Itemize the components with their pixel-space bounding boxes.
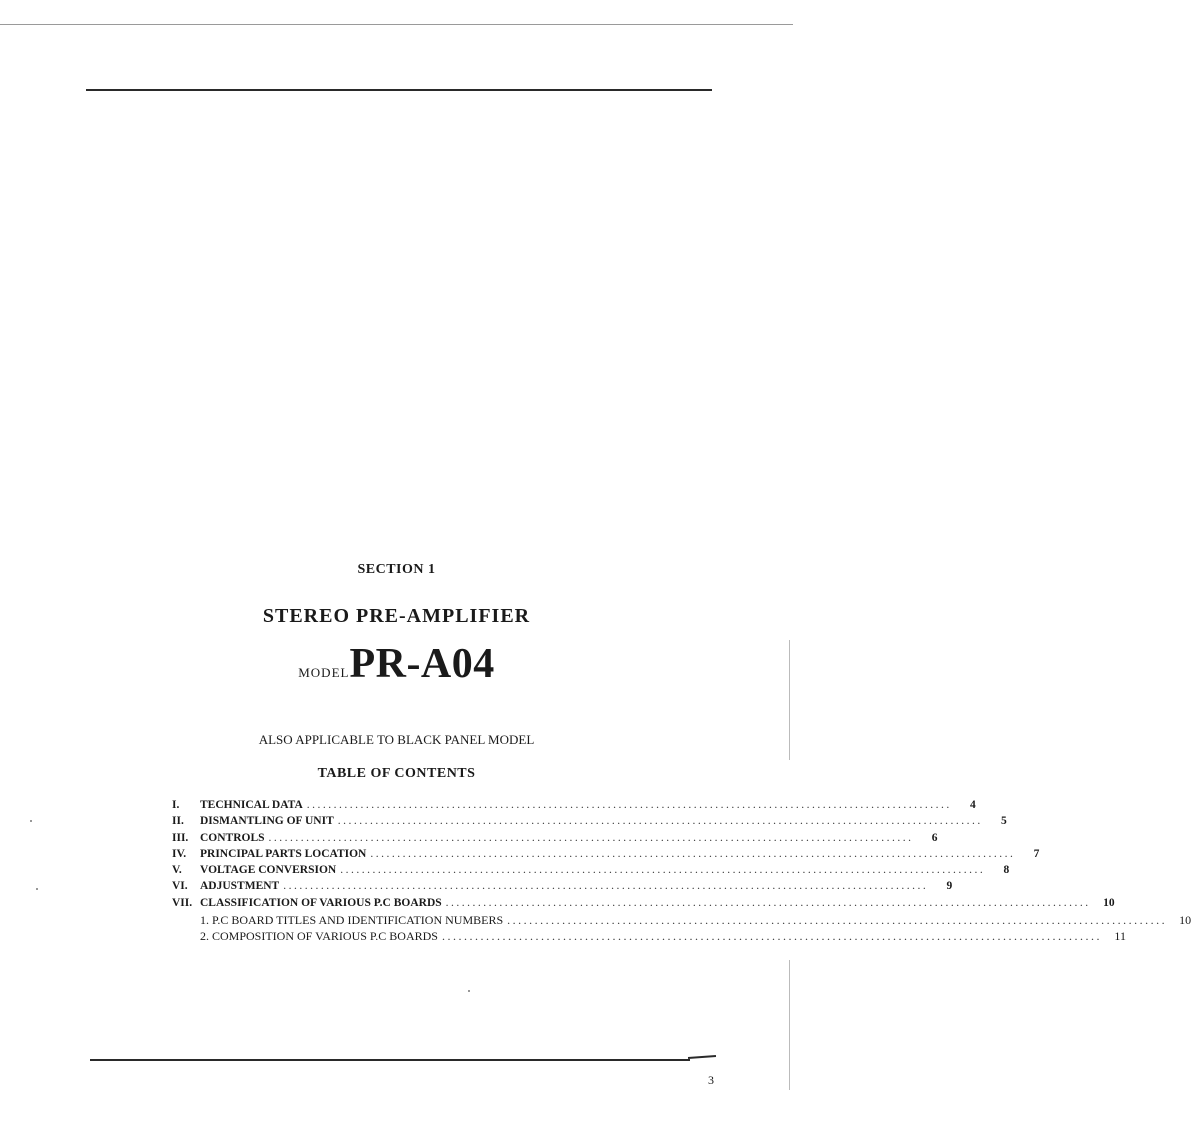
scan-speck xyxy=(30,820,32,822)
toc-entry xyxy=(172,864,1010,880)
model-heading xyxy=(0,640,793,688)
scan-speck xyxy=(36,888,38,890)
scan-edge-line xyxy=(0,24,793,25)
toc-entry-page: 7 xyxy=(1033,847,1040,860)
page-number: 3 xyxy=(708,1073,714,1087)
toc-subentry xyxy=(172,913,1191,929)
table-of-contents xyxy=(172,799,1191,946)
toc-leader-dots: ........................................................................................................................ xyxy=(268,831,914,844)
toc-entry xyxy=(172,799,976,815)
toc-entry-page: 5 xyxy=(1001,815,1007,828)
toc-entry-number: II. xyxy=(172,815,184,828)
toc-entry-number: VI. xyxy=(172,880,188,893)
header-rule xyxy=(86,89,712,91)
toc-entry-page: 6 xyxy=(931,831,938,844)
toc-entry-title: VOLTAGE CONVERSION xyxy=(200,864,337,877)
toc-entry-number: V. xyxy=(172,864,182,877)
section-label: SECTION 1 xyxy=(357,562,436,577)
model-number: PR-A04 xyxy=(349,641,495,687)
toc-entry-page: 4 xyxy=(970,799,976,811)
toc-entry-title: 1. P.C BOARD TITLES AND IDENTIFICATION NUMBERS xyxy=(200,913,504,928)
toc-leader-dots: ........................................................................................................................ xyxy=(441,929,1102,944)
toc-entry-title: DISMANTLING OF UNIT xyxy=(200,815,334,828)
toc-entry-title: ADJUSTMENT xyxy=(200,880,280,893)
scan-speck xyxy=(468,990,470,992)
toc-entry-number: III. xyxy=(172,831,189,844)
toc-entry xyxy=(172,815,1007,831)
toc-entry-title: CONTROLS xyxy=(200,831,265,844)
footer-rule-tail xyxy=(688,1055,716,1059)
footer-rule xyxy=(90,1059,690,1061)
toc-entry-number: IV. xyxy=(172,847,187,860)
toc-leader-dots: ........................................................................................................................ xyxy=(370,847,1016,860)
toc-entry xyxy=(172,831,938,848)
toc-entry-title: TECHNICAL DATA xyxy=(200,799,303,811)
scan-edge-mark xyxy=(789,960,790,1090)
model-prefix: MODEL xyxy=(298,665,350,680)
toc-entry-title: PRINCIPAL PARTS LOCATION xyxy=(200,847,367,860)
toc-leader-dots: ........................................................................................................................ xyxy=(340,864,986,877)
toc-leader-dots: ........................................................................................................................ xyxy=(445,896,1091,909)
toc-entry-page: 9 xyxy=(946,880,953,893)
toc-entry xyxy=(172,880,953,896)
toc-heading: TABLE OF CONTENTS xyxy=(317,766,476,781)
toc-entry-number: VII. xyxy=(172,896,193,909)
product-title: STEREO PRE-AMPLIFIER xyxy=(262,605,531,627)
toc-entry xyxy=(172,847,1040,864)
toc-subentry xyxy=(172,929,1126,945)
toc-entry xyxy=(172,896,1115,913)
toc-leader-dots: ........................................................................................................................ xyxy=(507,913,1168,928)
toc-entry-title: 2. COMPOSITION OF VARIOUS P.C BOARDS xyxy=(200,929,438,944)
toc-entry-page: 10 xyxy=(1103,896,1115,909)
toc-entry-page: 10 xyxy=(1179,913,1191,928)
toc-entry-page: 11 xyxy=(1114,929,1126,944)
toc-entry-number: I. xyxy=(172,799,180,811)
toc-entry-title: CLASSIFICATION OF VARIOUS P.C BOARDS xyxy=(200,896,442,909)
scan-edge-mark xyxy=(789,640,790,760)
toc-leader-dots: ........................................................................................................................ xyxy=(283,880,929,893)
toc-leader-dots: ........................................................................................................................ xyxy=(337,815,983,828)
toc-entry-page: 8 xyxy=(1003,864,1010,877)
toc-leader-dots: ........................................................................................................................ xyxy=(306,799,952,811)
applicability-note: ALSO APPLICABLE TO BLACK PANEL MODEL xyxy=(258,732,535,747)
